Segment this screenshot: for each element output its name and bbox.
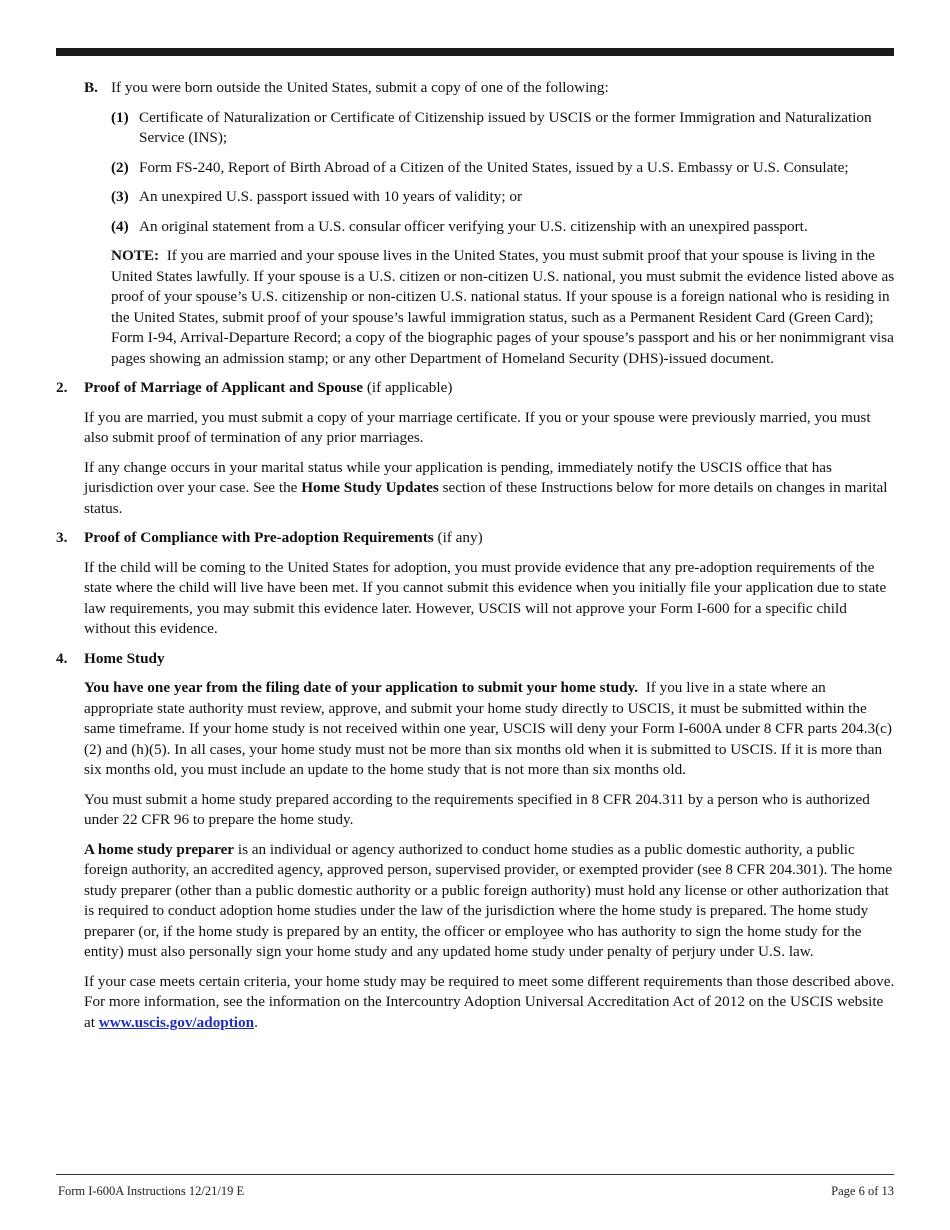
section-number: 4. [56,649,68,667]
section-number: 2. [56,379,68,396]
list-item-text: Certificate of Naturalization or Certificate of Citizenship issued by USCIS or the former Immigration and Naturalization Service (INS); [139,108,872,146]
note-paragraph [56,246,896,369]
section-2-heading [56,378,896,399]
list-item-text: An unexpired U.S. passport issued with 10 years of validity; or [139,188,523,205]
section-3-heading [56,528,896,549]
list-item-number: (4) [111,217,129,235]
section-b-label: B. [84,79,98,96]
section-2-paragraph-1: If you are married, you must submit a copy of your marriage certificate. If you or your spouse were previously married, you must also submit proof of termination of any prior marriages. [84,408,871,446]
section-suffix: (if applicable) [366,379,453,396]
list-item [56,108,896,149]
top-rule [56,48,894,56]
section-4-paragraph-2: You must submit a home study prepared according to the requirements specified in 8 CFR 204.311 by a person who is authorized under 22 CFR 96 to prepare the home study. [84,790,870,828]
footer-page-number: Page 6 of 13 [831,1184,894,1198]
uscis-adoption-link[interactable]: www.uscis.gov/adoption [98,1013,255,1031]
note-text: If you are married and your spouse lives in the United States, you must submit proof that your spouse is living in the United States lawfully. If your spouse is a U.S. citizen or non-citizen U.S. national, you must submit the evidence listed above as proof of your spouse’s U.S. citizenship or non-citizen U.S. national status. If your spouse is a foreign national who is residing in the United States, submit proof of your spouse’s lawful immigration status, such as a Permanent Resident Card (Green Card); Form I-94, Arrival-Departure Record; a copy of the biographic pages of your spouse’s passport and his or her nonimmigrant visa pages showing an admission stamp; or any other Department of Homeland Security (DHS)-issued document. [111,247,895,367]
list-item [56,217,896,238]
section-title: Proof of Compliance with Pre-adoption Requirements [84,529,434,546]
paragraph-lead: A home study preparer [84,840,235,858]
section-title: Proof of Marriage of Applicant and Spouse [84,379,364,396]
list-item-number: (3) [111,188,129,205]
note-label: NOTE: [111,247,160,264]
section-4-paragraph-4 [56,972,896,1034]
footer-form-id: Form I-600A Instructions 12/21/19 E [58,1184,245,1198]
section-title: Home Study [84,649,165,667]
list-item-number: (2) [111,158,129,176]
section-4-heading [56,649,896,670]
page-content [56,78,896,1033]
section-suffix: (if any) [437,529,483,546]
list-item-text: Form FS-240, Report of Birth Abroad of a Citizen of the United States, issued by a U.S. Embassy or U.S. Consulate; [139,158,849,176]
list-item [56,158,896,179]
paragraph-text: If you live in a state where an appropriate state authority must review, approve, and submit your home study directly to USCIS, it must be submitted within the same timeframe. If your home study is not received within one year, USCIS will deny your Form I-600A under 8 CFR parts 204.3(c)(2) and (h)(5). In all cases, your home study must not be more than six months old when it is submitted to USCIS. If it is more than six months old, you must include an update to the home study that is not more than six months old. [84,679,892,778]
paragraph-text: If any change occurs in your marital status while your application is pending, immediately notify the USCIS office that has jurisdiction over your case. See the [84,458,832,496]
home-study-updates-ref: Home Study Updates [301,479,439,496]
paragraph-end: . [254,1013,258,1031]
list-item-text: An original statement from a U.S. consular officer verifying your U.S. citizenship with an unexpired passport. [139,217,808,235]
section-b [56,78,896,99]
paragraph-lead: You have one year from the filing date of your application to submit your home study. [84,679,639,696]
section-4-paragraph-1 [56,678,896,781]
paragraph-text: section of these Instructions below for more details on changes in marital status. [84,479,888,517]
footer-rule [56,1174,894,1175]
section-3-paragraph-1: If the child will be coming to the United States for adoption, you must provide evidence that any pre-adoption requirements of the state where the child will live have been met. If you cannot submit this evidence when you initially file your application due to state law requirements, you may submit this evidence later. However, USCIS will not approve your Form I-600 for a specific child without this evidence. [84,558,887,637]
list-item-number: (1) [111,108,129,126]
section-4-paragraph-3 [56,840,896,963]
list-item [56,187,896,208]
paragraph-text: If your case meets certain criteria, your home study may be required to meet some different requirements than those described above. For more information, see the information on the Intercountry Adoption Universal Accreditation Act of 2012 on the USCIS website at [84,972,895,1031]
section-number: 3. [56,529,68,546]
paragraph-text: is an individual or agency authorized to conduct home studies as a public domestic authority, a public foreign authority, an accredited agency, approved person, supervised provider, or exempted provider (see 8 CFR 204.301). The home study preparer (other than a public domestic authority or a public foreign authority) must hold any license or other authorization that is required to conduct adoption home studies under the law of the jurisdiction where the home study is prepared. The home study preparer (or, if the home study is prepared by an entity, the officer or employee who has authority to sign the home study for the entity) must also personally sign your home study and any updated home study under penalty of perjury under U.S. law. [84,840,893,960]
section-b-intro: If you were born outside the United States, submit a copy of one of the following: [111,79,609,96]
section-2-paragraph-2 [56,458,896,520]
